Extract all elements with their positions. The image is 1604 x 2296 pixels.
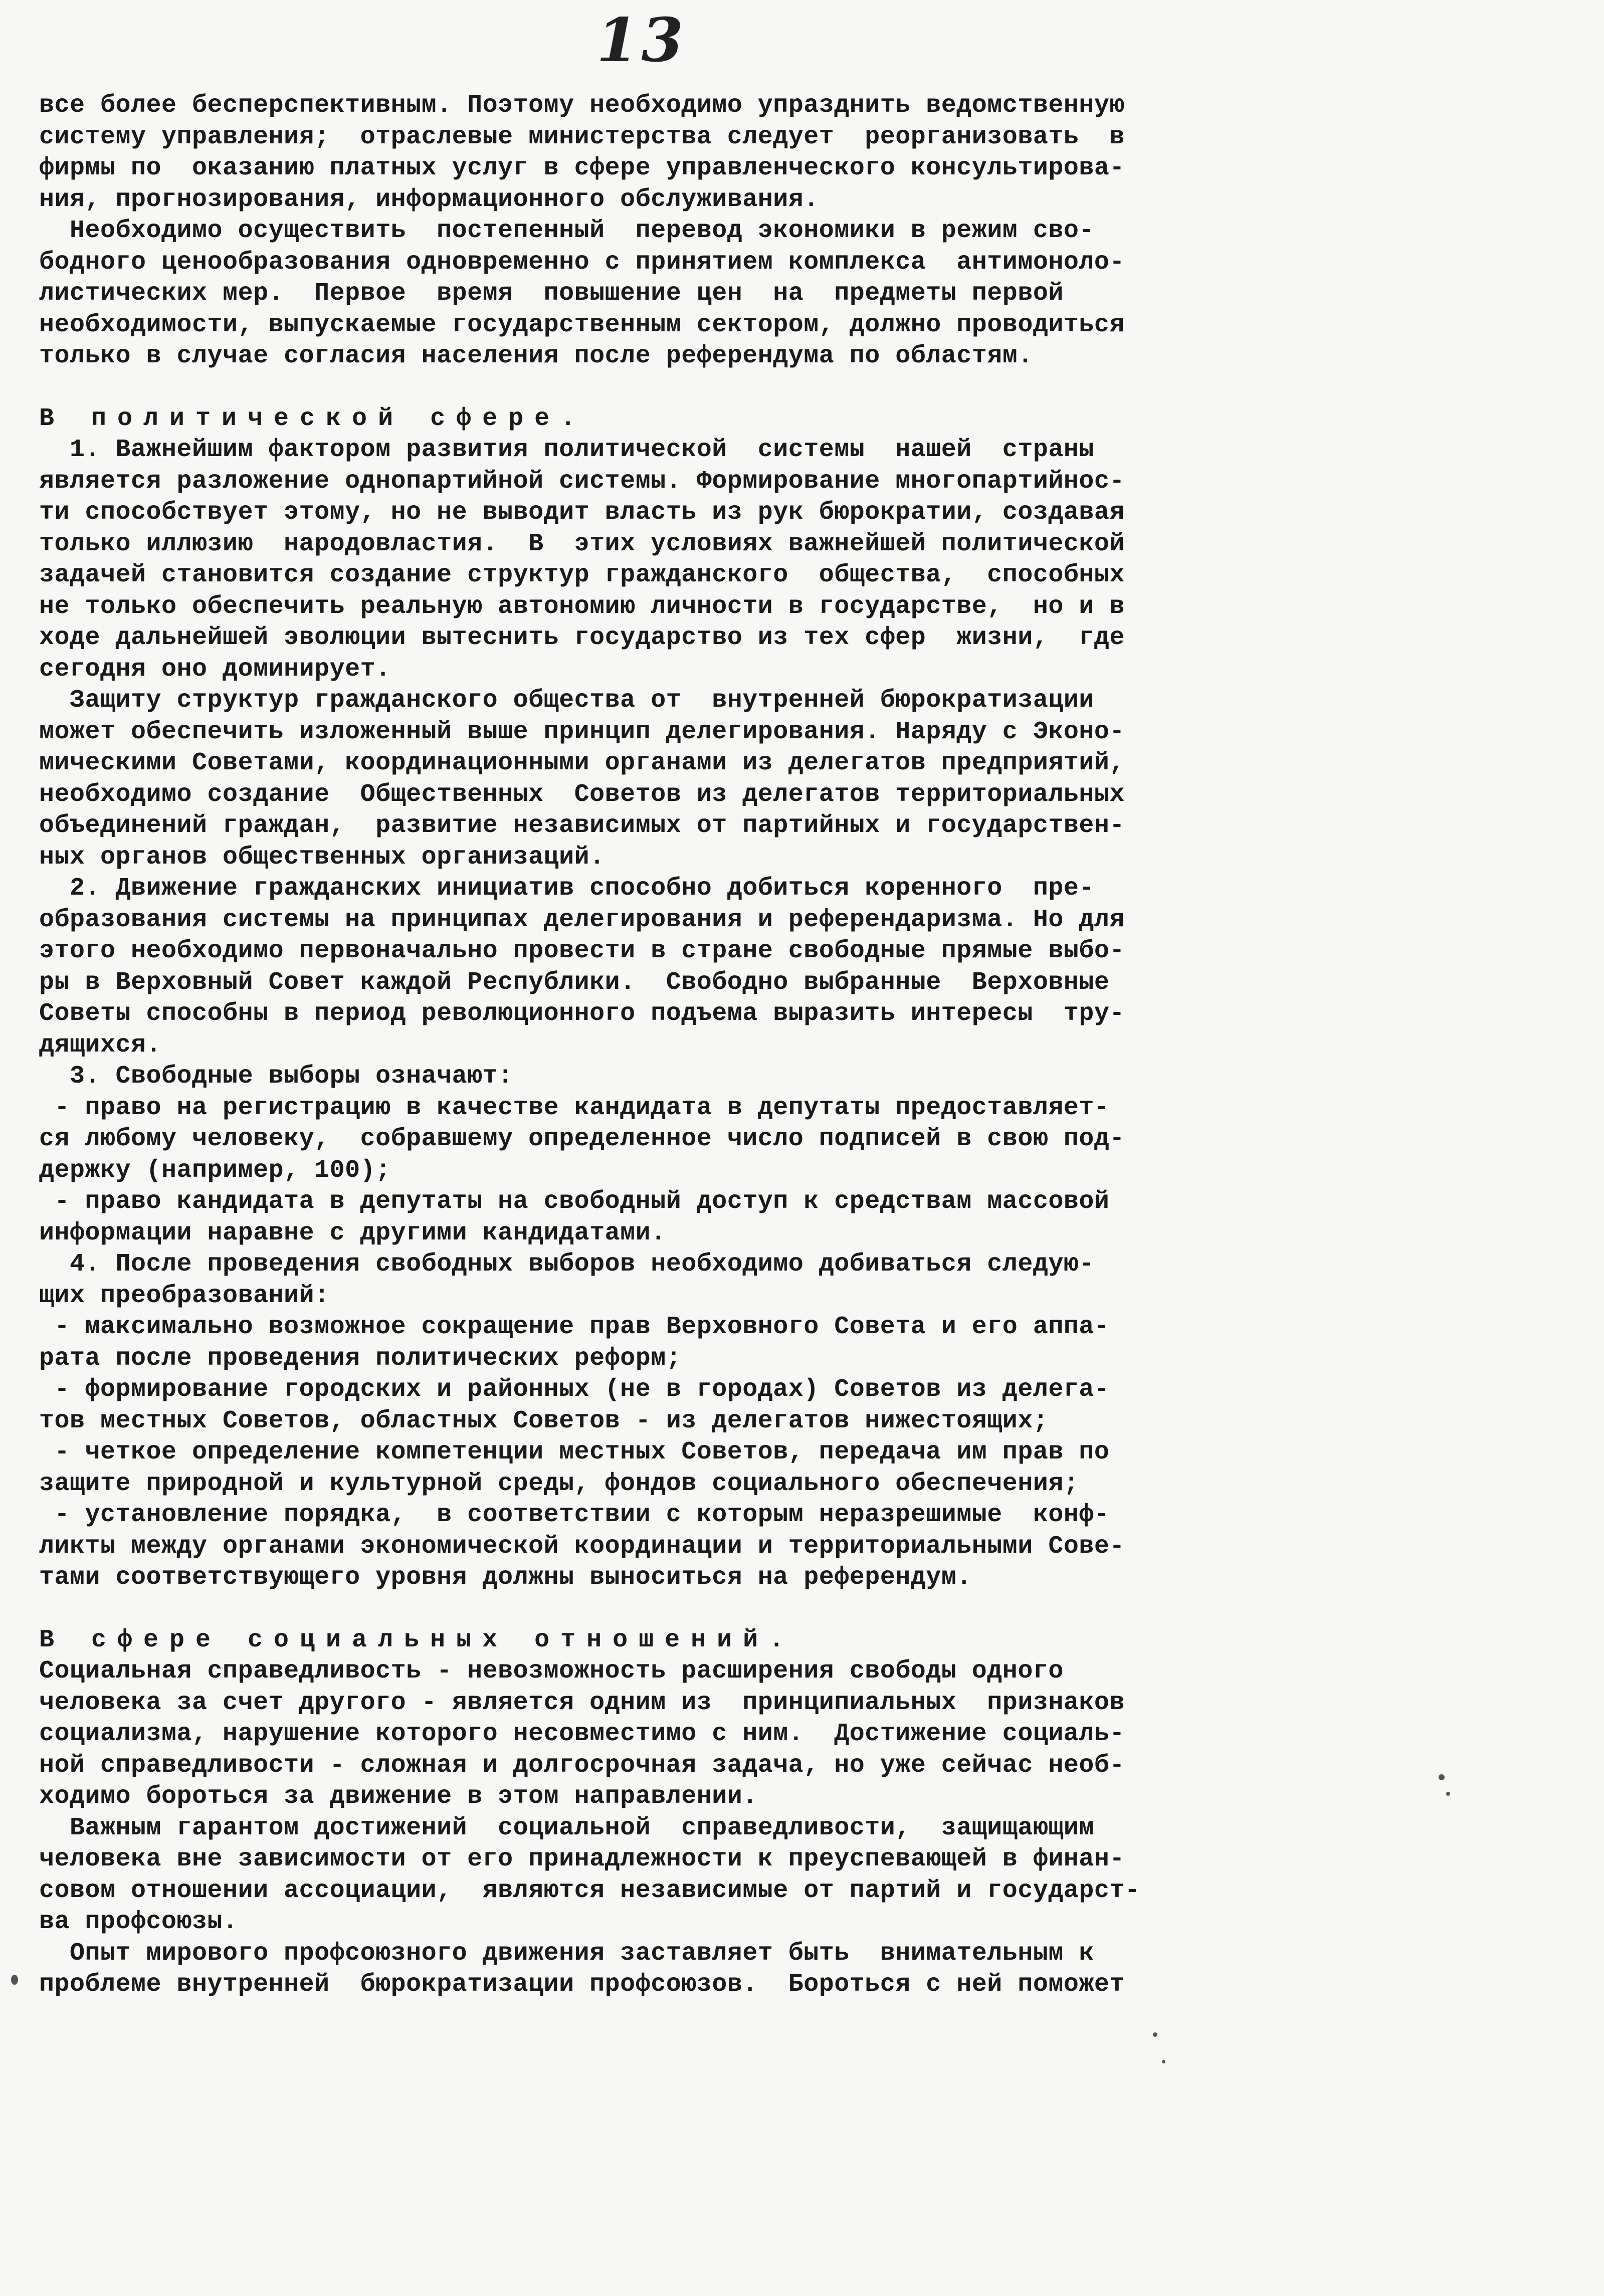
text-line: 3. Свободные выборы означают: <box>39 1062 513 1091</box>
text-line: совом отношении ассоциации, являются независимые от партий и государст- <box>39 1876 1140 1905</box>
photocopy-speck <box>1153 2032 1157 2037</box>
text-line: щих преобразований: <box>39 1281 330 1310</box>
text-line: ры в Верховный Совет каждой Республики. Свободно выбранные Верховные <box>39 968 1110 997</box>
text-line: ти способствует этому, но не выводит власть из рук бюрократии, создавая <box>39 498 1125 527</box>
text-line: сегодня оно доминирует. <box>39 655 391 684</box>
text-line: только в случае согласия населения после референдума по областям. <box>39 342 1033 370</box>
text-line: систему управления; отраслевые министерства следует реорганизовать в <box>39 122 1125 151</box>
text-line: защите природной и культурной среды, фондов социального обеспечения; <box>39 1469 1079 1498</box>
text-line: человека за счет другого - является одним из принципиальных признаков <box>39 1688 1125 1717</box>
text-line: - максимально возможное сокращение прав Верховного Совета и его аппа- <box>39 1313 1110 1341</box>
text-line: объединений граждан, развитие независимых от партийных и государствен- <box>39 811 1125 840</box>
section-heading: В политической сфере. <box>39 404 587 433</box>
section-political-sphere <box>39 403 1568 1594</box>
text-line: ных органов общественных организаций. <box>39 843 605 872</box>
text-line: ходимо бороться за движение в этом направлении. <box>39 1782 758 1811</box>
text-line: социализма, нарушение которого несовместимо с ним. Достижение социаль- <box>39 1720 1125 1748</box>
text-line: человека вне зависимости от его принадлежности к преуспевающей в финан- <box>39 1845 1125 1873</box>
text-line: - четкое определение компетенции местных Советов, передача им прав по <box>39 1438 1110 1467</box>
text-line: ходе дальнейшей эволюции вытеснить государство из тех сфер жизни, где <box>39 623 1125 652</box>
text-line: необходимо создание Общественных Советов из делегатов территориальных <box>39 780 1125 809</box>
photocopy-speck <box>1162 2060 1165 2063</box>
text-line: 2. Движение гражданских инициатив способно добиться коренного пре- <box>39 874 1094 903</box>
text-line: образования системы на принципах делегирования и референдаризма. Но для <box>39 905 1125 934</box>
document-body <box>39 90 1568 2001</box>
text-line: тами соответствующего уровня должны выноситься на референдум. <box>39 1563 972 1592</box>
text-line: рата после проведения политических реформ; <box>39 1344 682 1373</box>
text-line: Социальная справедливость - невозможность расширения свободы одного <box>39 1657 1064 1686</box>
photocopy-speck <box>1439 1774 1445 1780</box>
text-line: этого необходимо первоначально провести в стране свободные прямые выбо- <box>39 937 1125 965</box>
text-line: - формирование городских и районных (не в городах) Советов из делега- <box>39 1375 1110 1404</box>
text-line: Необходимо осуществить постепенный перевод экономики в режим сво- <box>39 217 1094 245</box>
text-line: мическими Советами, координационными органами из делегатов предприятий, <box>39 749 1125 777</box>
text-line: только иллюзию народовластия. В этих условиях важнейшей политической <box>39 529 1125 558</box>
text-line: 1. Важнейшим фактором развития политической системы нашей страны <box>39 436 1094 464</box>
text-line: все более бесперспективным. Поэтому необходимо упразднить ведомственную <box>39 91 1125 120</box>
section-heading: В сфере социальных отношений. <box>39 1625 795 1654</box>
page-number: 13 <box>596 5 686 76</box>
text-line: 4. После проведения свободных выборов необходимо добиваться следую- <box>39 1250 1094 1279</box>
text-line: Важным гарантом достижений социальной справедливости, защищающим <box>39 1813 1094 1842</box>
text-line: ся любому человеку, собравшему определенное число подписей в свою под- <box>39 1125 1125 1153</box>
text-line: может обеспечить изложенный выше принцип делегирования. Наряду с Эконо- <box>39 717 1125 746</box>
text-line: ва профсоюзы. <box>39 1908 238 1936</box>
text-line: информации наравне с другими кандидатами. <box>39 1218 666 1247</box>
text-line: - право на регистрацию в качестве кандидата в депутаты предоставляет- <box>39 1093 1110 1122</box>
text-line: является разложение однопартийной системы. Формирование многопартийнос- <box>39 467 1125 496</box>
text-line: Советы способны в период революционного подъема выразить интересы тру- <box>39 999 1125 1028</box>
text-line: Опыт мирового профсоюзного движения заставляет быть внимательным к <box>39 1939 1094 1968</box>
section-economy-continued <box>39 90 1568 372</box>
photocopy-speck <box>11 1975 18 1985</box>
section-social-relations <box>39 1625 1568 2001</box>
text-line: Защиту структур гражданского общества от внутренней бюрократизации <box>39 686 1094 715</box>
text-line: - установление порядка, в соответствии с которым неразрешимые конф- <box>39 1501 1110 1529</box>
paragraph-gap <box>39 1594 1568 1625</box>
text-line: ния, прогнозирования, информационного обслуживания. <box>39 185 819 214</box>
text-line: ной справедливости - сложная и долгосрочная задача, но уже сейчас необ- <box>39 1751 1125 1780</box>
text-line: необходимости, выпускаемые государственным сектором, должно проводиться <box>39 310 1125 339</box>
text-line: листических мер. Первое время повышение цен на предметы первой <box>39 279 1064 308</box>
text-line: держку (например, 100); <box>39 1156 391 1185</box>
text-line: задачей становится создание структур гражданского общества, способных <box>39 561 1125 589</box>
paragraph-gap <box>39 372 1568 403</box>
text-line: ликты между органами экономической координации и территориальными Сове- <box>39 1532 1125 1561</box>
text-line: бодного ценообразования одновременно с принятием комплекса антимоноло- <box>39 248 1125 277</box>
text-line: фирмы по оказанию платных услуг в сфере управленческого консультирова- <box>39 154 1125 182</box>
photocopy-speck <box>1446 1792 1450 1796</box>
text-line: проблеме внутренней бюрократизации профсоюзов. Бороться с ней поможет <box>39 1970 1125 1999</box>
text-line: не только обеспечить реальную автономию личности в государстве, но и в <box>39 592 1125 621</box>
text-line: дящихся. <box>39 1030 162 1060</box>
text-line: тов местных Советов, областных Советов - из делегатов нижестоящих; <box>39 1406 1049 1435</box>
text-line: - право кандидата в депутаты на свободный доступ к средствам массовой <box>39 1187 1110 1216</box>
